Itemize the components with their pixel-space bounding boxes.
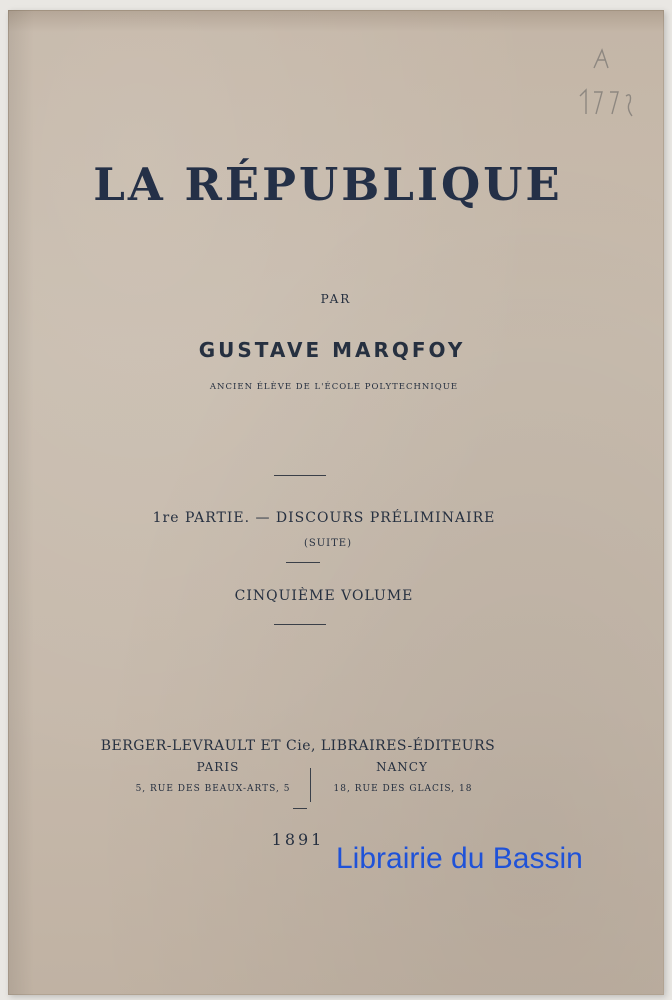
divider-3 — [274, 624, 326, 625]
by-label: PAR — [320, 292, 352, 306]
divider-2 — [286, 562, 320, 563]
publication-year: 1891 — [271, 830, 325, 849]
divider-1 — [274, 475, 326, 476]
part-subtitle: (SUITE) — [303, 538, 352, 549]
address-nancy: 18, RUE DES GLACIS, 18 — [333, 784, 473, 794]
author-credential: ANCIEN ÉLÈVE DE L'ÉCOLE POLYTECHNIQUE — [209, 382, 459, 392]
city-paris: PARIS — [196, 760, 240, 774]
book-cover — [8, 10, 664, 995]
top-edge-wear — [8, 10, 664, 32]
author-name: GUSTAVE MARQFOY — [198, 338, 466, 362]
pencil-annotation-icon — [576, 46, 636, 126]
book-title: LA RÉPUBLIQUE — [93, 158, 563, 211]
address-paris: 5, RUE DES BEAUX-ARTS, 5 — [135, 784, 291, 794]
volume-label: CINQUIÈME VOLUME — [234, 588, 414, 604]
address-separator — [310, 768, 311, 802]
part-title: 1re PARTIE. — DISCOURS PRÉLIMINAIRE — [152, 510, 496, 526]
publisher: BERGER-LEVRAULT ET Cie, LIBRAIRES-ÉDITEURS — [100, 738, 496, 754]
city-nancy: NANCY — [376, 760, 428, 774]
watermark-text: Librairie du Bassin — [336, 842, 583, 875]
divider-4 — [293, 808, 307, 809]
